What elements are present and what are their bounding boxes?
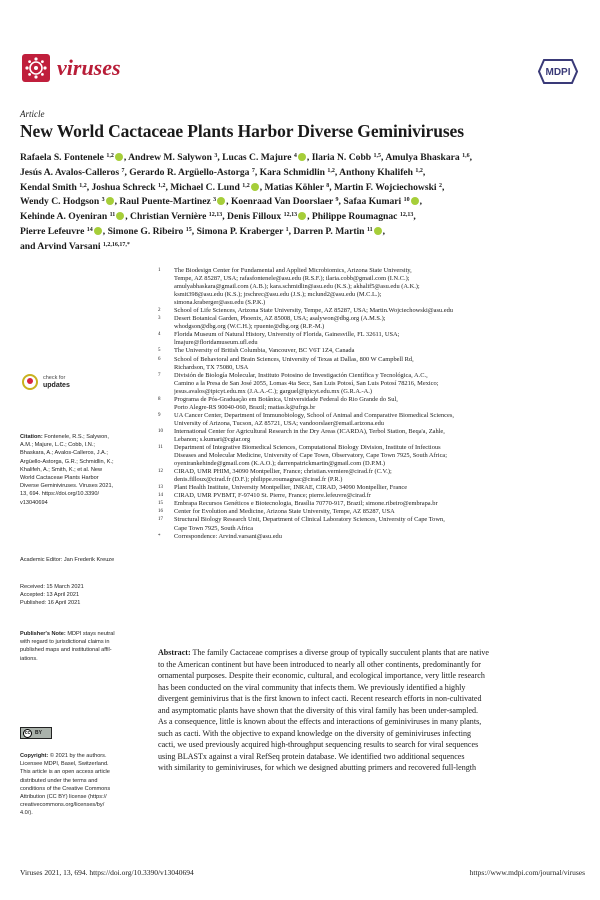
author-affiliation-ref: 1,5 [373, 153, 382, 159]
affiliation-number: 12 [158, 469, 163, 475]
affiliation-line: Tempe, AZ 85287, USA; rafasfontenele@asu.edu (R.S.F.); ilaria.cobb@gmail.com (I.N.C.); [174, 275, 410, 283]
abstract-line: As a consequence, little is known about the effects and interactions of geminiviruses in many plants, [158, 717, 482, 727]
abstract [158, 647, 588, 774]
orcid-icon[interactable] [94, 227, 102, 235]
author-name[interactable]: Simona P. Kraberger [196, 225, 284, 237]
author-name[interactable]: Joshua Schreck [91, 181, 156, 193]
abstract-line: to the American continent but have been introduced to nearly all other continents, predominantly for [158, 659, 481, 669]
affiliation-line: Structural Biology Research Unit, Department of Clinical Laboratory Sciences, University of Cape Town, [174, 516, 445, 524]
author-name[interactable]: Kehinde A. Oyeniran [20, 211, 108, 223]
author-affiliation-ref: 1,2 [157, 182, 166, 189]
author-affiliation-ref: 11 [109, 212, 116, 219]
author-name[interactable]: Gerardo R. Argüello-Astorga [129, 166, 250, 178]
author-name[interactable]: Raul Puente-Martinez [119, 196, 211, 208]
journal-name: viruses [57, 55, 121, 80]
affiliation-item [158, 468, 588, 484]
affiliation-item [158, 500, 588, 508]
footer-citation[interactable]: Viruses 2021, 13, 694. https://doi.org/10.3390/v13040694 [20, 868, 194, 877]
copyright-line: Licensee MDPI, Basel, Switzerland. [20, 761, 109, 768]
affiliation-number: 3 [158, 316, 161, 322]
author-name[interactable]: Safaa Kumari [343, 196, 402, 208]
author-affiliation-ref: 12,13 [208, 212, 223, 219]
mdpi-logo-text: MDPI [545, 67, 571, 78]
affiliation-item [158, 492, 588, 500]
author-line: Kehinde A. Oyeniran $^{11}$ , Christian Vernière $^{12,13}$, Denis Filloux $^{12,13}$ , Philippe Roumagnac $^{12,13}$, [20, 211, 416, 223]
orcid-icon[interactable] [298, 153, 306, 161]
affiliations [158, 267, 588, 541]
affiliation-number: 17 [158, 517, 163, 523]
affiliation-line: UA Cancer Center, Department of Immunobiology, School of Animal and Comparative Biomedical Sciences, [174, 411, 454, 419]
author-affiliation-ref: 3 [214, 153, 218, 159]
author-affiliation-ref: 1 [285, 226, 289, 233]
author-affiliation-ref: 1,2 [242, 182, 250, 189]
author-line: Wendy C. Hodgson $^3$ , Raul Puente-Martinez $^3$ , Koenraad Van Doorslaer $^9$, Safaa Kumari $^{10}$ , [20, 196, 422, 208]
orcid-icon[interactable] [116, 212, 124, 220]
academic-editor [20, 556, 142, 564]
affiliation-line: Desert Botanical Garden, Phoenix, AZ 85008, USA; asalywon@dbg.org (A.M.S.); [174, 315, 386, 323]
author-name[interactable]: Christian Vernière [130, 211, 207, 223]
affiliation-item [158, 444, 588, 468]
abstract-line: Abstract: The family Cactaceae comprises a diverse group of typically succulent plants that are native [158, 648, 489, 657]
affiliation-number: 13 [158, 485, 163, 491]
affiliation-line: denis.filloux@cirad.fr (D.F.); philippe.roumagnac@cirad.fr (P.R.) [174, 476, 343, 484]
affiliation-line: División de Biología Molecular, Instituto Potosino de Investigación Científica y Tecnológica, A.C., [174, 371, 428, 379]
citation-line: Diverse Geminiviruses. Viruses 2021, [20, 483, 114, 490]
affiliation-number: 6 [158, 356, 161, 362]
copyright-line[interactable]: 4.0/). [20, 810, 33, 817]
affiliation-number: 7 [158, 372, 161, 378]
publisher-note [20, 630, 142, 663]
orcid-icon[interactable] [217, 197, 225, 205]
copyright-line[interactable]: creativecommons.org/licenses/by/ [20, 802, 105, 809]
author-affiliation-ref: 1,6 [462, 153, 470, 159]
affiliation-line: CIRAD, UMR PHIM, 34090 Montpellier, France; christian.verniere@cirad.fr (C.V.); [174, 468, 392, 476]
updates-icon [22, 374, 38, 390]
affiliation-item [158, 267, 588, 307]
abstract-line: with similarity to geminiviruses, for which we designed abutting primers and recovered full-length [158, 763, 476, 773]
citation-line[interactable]: 13, 694. https://doi.org/10.3390/ [20, 491, 99, 498]
editor-name: Jan Frederik Kreuze [63, 557, 115, 563]
author-line: Rafaela S. Fontenele $^{1,2}$ , Andrew M. Salywon $^3$, Lucas C. Majure $^4$ , Ilaria N. Cobb $^{1,5}$, Amulya Bhaskara $^{1,6}$, [20, 152, 472, 163]
author-line: Pierre Lefeuvre $^{14}$ , Simone G. Ribeiro $^{15}$, Simona P. Kraberger $^1$, Darren P. Martin $^{11}$ , [20, 225, 386, 237]
abstract-label: Abstract: [158, 648, 191, 657]
orcid-icon[interactable] [298, 212, 306, 220]
affiliation-number: 5 [158, 348, 161, 354]
author-affiliation-ref: 15 [185, 226, 192, 233]
editor-label: Academic Editor: [20, 557, 63, 563]
author-name[interactable]: Darren P. Martin [293, 225, 365, 237]
affiliation-item [158, 533, 588, 541]
author-name[interactable]: Wendy C. Hodgson [20, 196, 100, 208]
affiliation-line: jesus.avalos@ipicyt.edu.mx (J.A.A.-C.); garguel@ipicyt.edu.mx (G.R.A.-A.) [174, 387, 373, 395]
published-date: Published: 16 April 2021 [20, 600, 81, 607]
by-label: BY [35, 730, 42, 736]
affiliation-line: simona.kraberger@asu.edu (S.P.K.) [174, 299, 266, 307]
publication-dates [20, 583, 142, 608]
affiliation-line: University of Arizona, Tucson, AZ 85721, USA; vandoorslaer@email.arizona.edu [174, 419, 384, 427]
updates-line2: updates [43, 381, 70, 389]
author-name[interactable]: Amulya Bhaskara [385, 152, 460, 163]
affiliation-line: ksmit398@asu.edu (K.S.); jrschrec@asu.edu (J.S.); mclund2@asu.edu (M.C.L.); [174, 291, 382, 299]
author-name[interactable]: Koenraad Van Doorslaer [230, 196, 334, 208]
affiliation-line: Department of Integrative Biomedical Sciences, Computational Biology Division, Institute of Infectious [174, 444, 441, 452]
author-line: Jesús A. Avalos-Calleros $^7$, Gerardo R. Argüello-Astorga $^7$, Kara Schmidlin $^{1,2}$, Anthony Khalifeh $^{1,2}$, [20, 166, 426, 178]
affiliation-number: 8 [158, 396, 161, 402]
affiliation-number: 15 [158, 501, 163, 507]
author-line: Kendal Smith $^{1,2}$, Joshua Schreck $^{1,2}$, Michael C. Lund $^{1,2}$ , Matias Köhler $^8$, Martin F. Wojciechowski $^2$, [20, 181, 445, 193]
mdpi-logo[interactable] [538, 58, 578, 85]
author-affiliation-ref: 1,2 [415, 167, 423, 174]
affiliation-line: Diseases and Molecular Medicine, University of Cape Town, Observatory, Cape Town 7925, South Africa; [174, 452, 448, 460]
affiliation-line: whodgson@dbg.org (W.C.H.); rpuente@dbg.org (R.P.-M.) [174, 323, 325, 331]
author-affiliation-ref: 3 [213, 197, 217, 204]
publisher-note-line: published maps and institutional affil- [20, 647, 112, 654]
abstract-line: has been conducted on the viral community that infects them. We previously identified a highly [158, 682, 466, 692]
orcid-icon[interactable] [374, 227, 382, 235]
article-type: Article [20, 109, 45, 119]
affiliation-item [158, 372, 588, 396]
citation-line: Argüello-Astorga, G.R.; Schmidlin, K.; [20, 458, 114, 465]
virus-icon [22, 54, 50, 82]
author-affiliation-ref: 3 [101, 197, 105, 204]
affiliation-number: * [158, 533, 161, 539]
affiliation-line: Center for Evolution and Medicine, Arizona State University, Tempe, AZ 85287, USA [174, 508, 395, 516]
affiliation-item [158, 396, 588, 412]
author-name[interactable]: Philippe Roumagnac [311, 211, 398, 223]
affiliation-item [158, 347, 588, 355]
abstract-line: such as cacti. With the objective to expand knowledge on the diversity of geminiviruses infecting [158, 728, 472, 738]
author-affiliation-ref: 12,13 [283, 212, 298, 219]
citation-line: Bhaskara, A.; Avalos-Calleros, J.A.; [20, 450, 108, 457]
copyright-line: This article is an open access article [20, 769, 110, 776]
affiliation-number: 4 [158, 332, 161, 338]
affiliation-item [158, 307, 588, 315]
check-for-updates-badge[interactable] [22, 374, 70, 390]
orcid-icon[interactable] [251, 183, 259, 191]
author-affiliation-ref: 1,2 [79, 182, 87, 189]
affiliation-number: 2 [158, 308, 161, 314]
author-name[interactable]: Andrew M. Salywon [128, 152, 212, 163]
author-name[interactable]: Jesús A. Avalos-Calleros [20, 166, 120, 178]
author-name[interactable]: Kendal Smith [20, 181, 77, 193]
affiliation-line: School of Behavioral and Brain Sciences, University of Texas at Dallas, 800 W Campbell Rd, [174, 355, 414, 363]
copyright-line: © 2021 by the authors. [49, 753, 107, 759]
copyright-line[interactable]: Attribution (CC BY) license (https:// [20, 794, 107, 801]
abstract-line: divergent geminivirus that is the first known to infect cacti. Recent research efforts in non-cultivated [158, 694, 482, 704]
author-name[interactable]: Kara Schmidlin [259, 166, 325, 178]
author-affiliation-ref: 2 [439, 182, 442, 189]
citation-line: Khalifeh, A.; Smith, K.; et al. New [20, 466, 103, 473]
author-affiliation-ref: 1,2,16,17,* [102, 241, 130, 248]
citation-line[interactable]: v13040694 [20, 499, 48, 506]
orcid-icon[interactable] [411, 197, 419, 205]
affiliation-number: 1 [158, 268, 161, 273]
abstract-line: cacti, we used previously acquired high-throughput sequencing results to search for viral sequences [158, 740, 479, 750]
affiliation-item [158, 508, 588, 516]
cc-icon: cc [24, 729, 31, 736]
affiliation-number: 14 [158, 493, 163, 499]
author-name[interactable]: and Arvind Varsani [20, 240, 101, 252]
author-affiliation-ref: 12,13 [399, 212, 414, 219]
abstract-line: ornamental purposes. Despite their economic, cultural, and ecological importance, very little research [158, 671, 485, 681]
abstract-line: and asymptomatic plants have shown that the diversity of this viral family has been under-sampled. [158, 705, 479, 715]
author-affiliation-ref: 9 [335, 197, 339, 204]
affiliation-item [158, 516, 588, 532]
author-affiliation-ref: 11 [366, 226, 373, 233]
affiliation-line: oyenirankehinde@gmail.com (K.A.O.); darrenpatrickmartin@gmail.com (D.P.M.) [174, 460, 386, 468]
abstract-line: using BLASTx against a viral RefSeq protein database. We identified two additional sequences [158, 751, 465, 761]
author-name[interactable]: Michael C. Lund [170, 181, 240, 193]
journal-logo[interactable] [22, 54, 121, 82]
affiliation-item [158, 315, 588, 331]
publisher-note-line: iations. [20, 655, 38, 662]
article-title: New World Cactaceae Plants Harbor Diverse Geminiviruses [20, 121, 464, 141]
orcid-icon[interactable] [106, 197, 114, 205]
author-affiliation-ref: 7 [251, 167, 255, 174]
affiliation-item [158, 428, 588, 444]
affiliation-line: The Biodesign Center for Fundamental and Applied Microbiomics, Arizona State University, [174, 267, 412, 274]
author-name[interactable]: Rafaela S. Fontenele [20, 152, 104, 163]
affiliation-line: The University of British Columbia, Vancouver, BC V6T 1Z4, Canada [174, 347, 355, 355]
affiliation-number: 9 [158, 412, 161, 418]
citation-line: A.M.; Majure, L.C.; Cobb, I.N.; [20, 442, 95, 449]
author-affiliation-ref: 8 [326, 182, 330, 189]
affiliation-line: Correspondence: Arvind.varsani@asu.edu [174, 532, 282, 540]
author-name[interactable]: Martin F. Wojciechowski [333, 181, 437, 193]
updates-line1: check for [43, 374, 66, 381]
author-affiliation-ref: 1,2 [106, 153, 114, 159]
affiliation-item [158, 412, 588, 428]
affiliation-line: Richardson, TX 75080, USA [174, 363, 249, 371]
author-name[interactable]: Ilaria N. Cobb [311, 152, 372, 163]
author-list [20, 150, 585, 254]
affiliation-line: Programa de Pós-Graduação em Botânica, Universidade Federal do Rio Grande do Sul, [174, 395, 398, 403]
affiliation-item [158, 356, 588, 372]
page-footer [20, 868, 585, 877]
author-line [20, 239, 585, 254]
author-name[interactable]: Denis Filloux [227, 211, 282, 223]
affiliation-number: 10 [158, 428, 163, 434]
author-affiliation-ref: 10 [403, 197, 410, 204]
cc-by-license-badge[interactable] [20, 727, 52, 739]
author-name[interactable]: Simone G. Ribeiro [107, 225, 184, 237]
copyright-label: Copyright: [20, 753, 49, 759]
copyright-line: conditions of the Creative Commons [20, 785, 111, 792]
author-name[interactable]: Anthony Khalifeh [339, 166, 413, 178]
author-affiliation-ref: 7 [121, 167, 125, 174]
footer-url[interactable]: https://www.mdpi.com/journal/viruses [469, 868, 585, 877]
author-name[interactable]: Pierre Lefeuvre [20, 225, 85, 237]
affiliation-line: Florida Museum of Natural History, University of Florida, Gainesville, FL 32611, USA; [174, 331, 400, 339]
affiliation-item [158, 484, 588, 492]
affiliation-line: CIRAD, UMR PVBMT, F-97410 St. Pierre, France; pierre.lefeuvre@cirad.fr [174, 492, 371, 500]
author-name[interactable]: Lucas C. Majure [222, 152, 292, 163]
affiliation-line: Lebanon; s.kumari@cgiar.org [174, 435, 251, 443]
affiliation-line: Cape Town 7925, South Africa [174, 524, 254, 532]
copyright-block [20, 752, 142, 818]
affiliation-line: amulyabhaskara@gmail.com (A.B.); kara.schmidlin@asu.edu (K.S.); akhalif5@asu.edu (A.K.); [174, 283, 420, 291]
accepted-date: Accepted: 13 April 2021 [20, 592, 80, 599]
citation-label: Citation: [20, 434, 43, 440]
citation-line: Fontenele, R.S.; Salywon, [44, 434, 109, 440]
affiliation-number: 11 [158, 445, 163, 451]
author-affiliation-ref: 4 [293, 153, 297, 159]
received-date: Received: 15 March 2021 [20, 584, 84, 590]
copyright-line: distributed under the terms and [20, 777, 98, 784]
affiliation-line: Porto Alegre-RS 90040-060, Brazil; matias.k@ufrgs.br [174, 403, 316, 411]
citation-block [20, 433, 142, 507]
affiliation-line: School of Life Sciences, Arizona State University, Tempe, AZ 85287, USA; Martin.Wojciechowski@asu.edu [174, 307, 453, 315]
affiliation-line: Plant Health Institute, University Montpellier, INRAE, CIRAD, 34090 Montpellier, France [174, 484, 408, 492]
affiliation-line: International Center for Agricultural Research in the Dry Areas (ICARDA), Terbol Station, Beqa'a, Zahle, [174, 427, 445, 435]
orcid-icon[interactable] [115, 153, 123, 161]
affiliation-item [158, 331, 588, 347]
citation-line: World Cactaceae Plants Harbor [20, 475, 99, 482]
publisher-note-line: MDPI stays neutral [67, 631, 115, 637]
publisher-note-line: with regard to jurisdictional claims in [20, 639, 110, 646]
affiliation-number: 16 [158, 509, 163, 515]
publisher-note-label: Publisher's Note: [20, 631, 66, 637]
author-affiliation-ref: 14 [86, 226, 93, 233]
author-affiliation-ref: 1,2 [327, 167, 335, 174]
author-name[interactable]: Matias Köhler [264, 181, 324, 193]
affiliation-line: lmajure@floridamuseum.ufl.edu [174, 339, 258, 347]
affiliation-line: Camino a la Presa de San José 2055, Lomas 4ta Secc, San Luis Potosí, San Luis Potosí 78216, Mexico; [174, 379, 439, 387]
affiliation-line: Embrapa Recursos Genéticos e Biotecnologia, Brasília 70770-917, Brazil; simone.ribeiro@embrapa.br [174, 500, 438, 508]
